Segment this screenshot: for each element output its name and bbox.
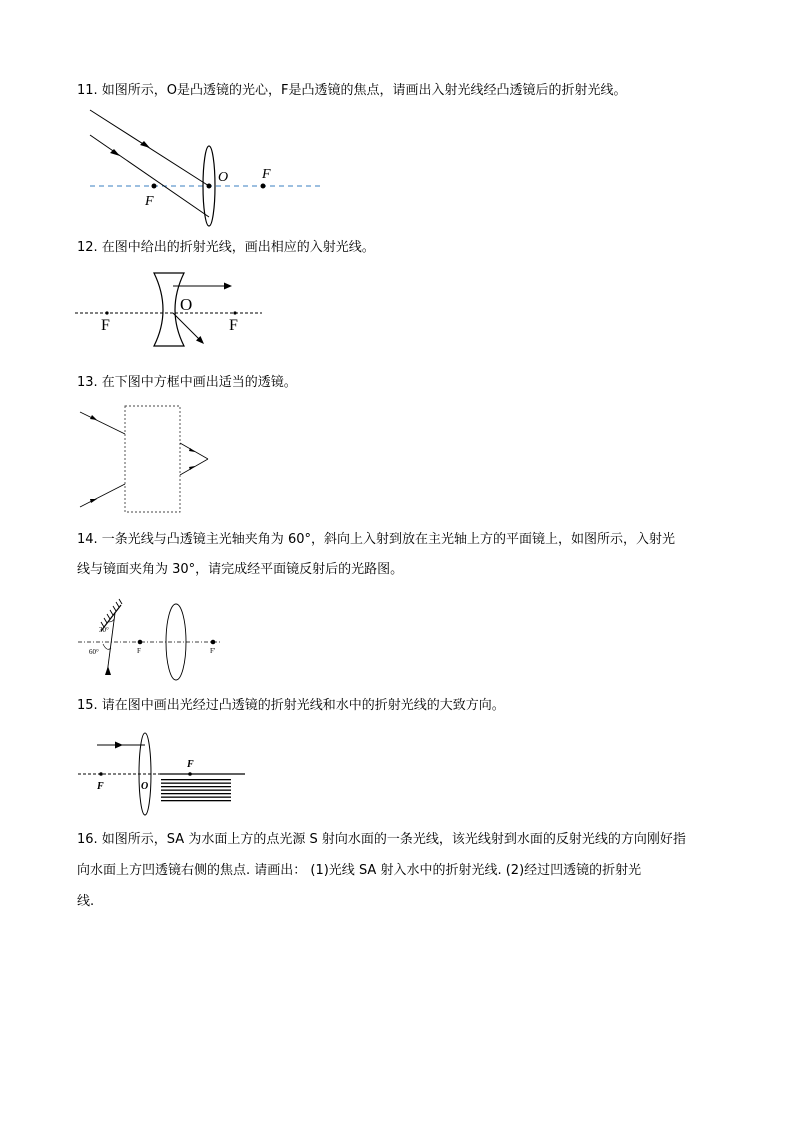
- q11-label-O: O: [218, 170, 229, 185]
- q15-label-F-right: F: [187, 759, 194, 770]
- q12-focus-left-dot: [105, 311, 108, 314]
- q14-focus-left-dot: [138, 640, 143, 645]
- q13-ray-in-lower: [80, 484, 125, 507]
- q16-line1: 16. 如图所示，SA 为水面上方的点光源 S 射向水面的一条光线，该光线射到水面的反射光线的方向刚好指: [77, 832, 686, 847]
- q12-label-F-right: F: [229, 317, 238, 334]
- q15-incident-arrow: [115, 742, 123, 749]
- q11-optical-center-dot: [207, 184, 212, 189]
- q11-label-F-right: F: [262, 167, 271, 182]
- q11-focus-right-dot: [261, 184, 266, 189]
- q13-arrow-in-lower: [90, 499, 97, 503]
- q14-angle-arc-60: [103, 644, 111, 649]
- q13-text: 13. 在下图中方框中画出适当的透镜。: [77, 375, 297, 390]
- q12-arrow-horizontal: [224, 283, 232, 290]
- q14-figure: [75, 600, 235, 682]
- q11-focus-left-dot: [152, 184, 157, 189]
- q14-label-F-prime: F': [210, 647, 216, 655]
- q15-water-region: [161, 779, 231, 801]
- q11-figure: [70, 105, 330, 230]
- q13-figure: [75, 403, 215, 515]
- q14-line1: 14. 一条光线与凸透镜主光轴夹角为 60°，斜向上入射到放在主光轴上方的平面镜上，如图所示，入射光: [77, 532, 675, 547]
- q12-figure: [70, 270, 270, 350]
- q12-focus-right-dot: [233, 311, 236, 314]
- q14-label-F: F: [137, 647, 141, 655]
- q11-arrow-upper: [140, 141, 150, 148]
- q11-label-F-left: F: [145, 194, 154, 209]
- q13-arrow-out-upper: [189, 448, 195, 452]
- q14-angle-30: 30°: [99, 626, 109, 634]
- q12-label-F-left: F: [101, 317, 110, 334]
- q13-arrow-out-lower: [189, 466, 195, 470]
- q13-arrow-in-upper: [90, 415, 97, 420]
- q14-line2: 线与镜面夹角为 30°，请完成经平面镜反射后的光路图。: [77, 562, 404, 577]
- q11-ray-upper: [90, 110, 209, 186]
- q14-angle-60: 60°: [89, 648, 99, 656]
- q15-focus-right-dot: [188, 772, 192, 776]
- q14-incident-arrow: [105, 666, 111, 675]
- q14-mirror-hatching: [101, 599, 122, 627]
- q16-line3: 线.: [77, 894, 95, 909]
- q13-ray-out-upper: [180, 443, 208, 459]
- q14-focus-right-dot: [211, 640, 216, 645]
- q16-line2: 向水面上方凹透镜右侧的焦点. 请画出： (1)光线 SA 射入水中的折射光线. (2)经过凹透镜的折射光: [77, 863, 642, 878]
- q15-label-F-left: F: [97, 781, 104, 792]
- q13-ray-out-lower: [180, 459, 208, 475]
- q15-label-O: O: [141, 781, 149, 792]
- q15-text: 15. 请在图中画出光经过凸透镜的折射光线和水中的折射光线的大致方向。: [77, 698, 505, 713]
- q15-focus-left-dot: [99, 772, 103, 776]
- q11-text: 11. 如图所示，O是凸透镜的光心，F是凸透镜的焦点，请画出入射光线经凸透镜后的折射光线。: [77, 83, 627, 98]
- q12-label-O: O: [180, 295, 193, 314]
- q13-ray-in-upper: [80, 412, 125, 434]
- q13-dotted-box: [125, 406, 180, 512]
- q15-figure: [75, 728, 253, 818]
- q12-text: 12. 在图中给出的折射光线，画出相应的入射光线。: [77, 240, 375, 255]
